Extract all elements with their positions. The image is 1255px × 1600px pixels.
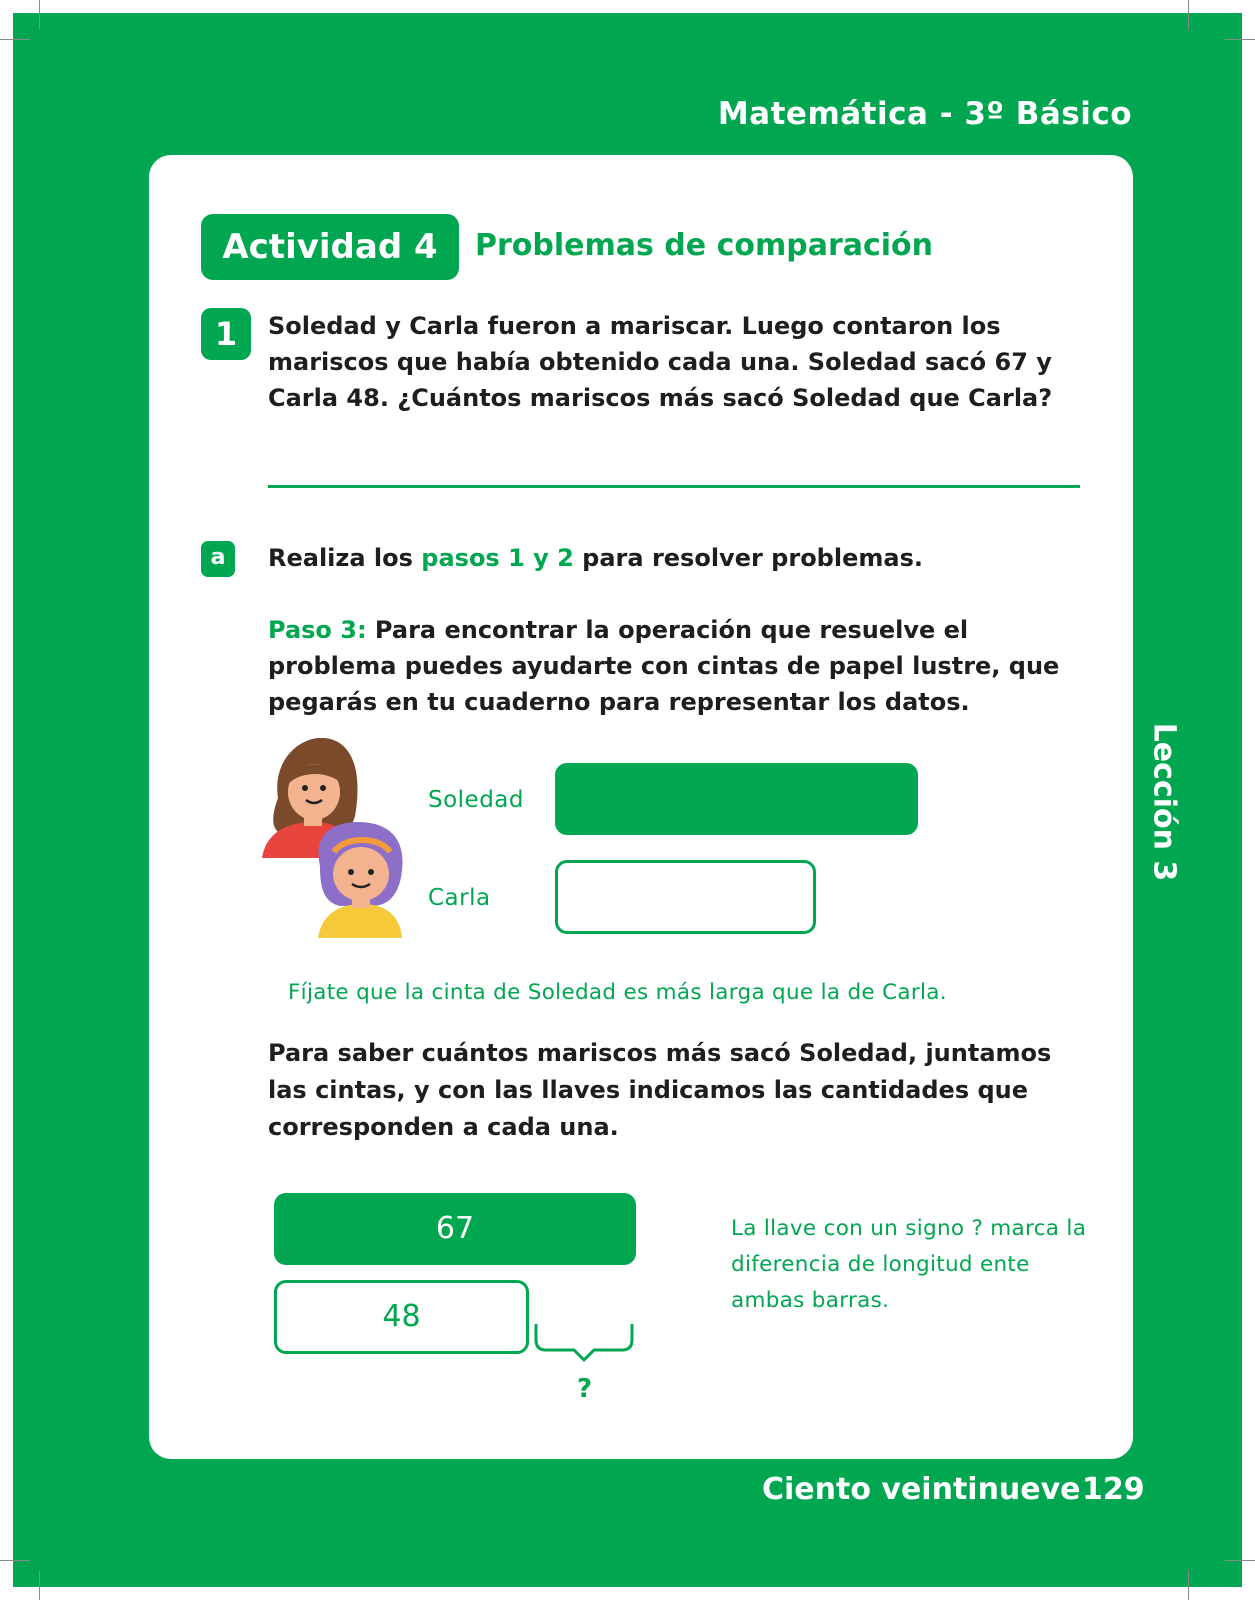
instruction-highlight: pasos 1 y 2	[421, 544, 574, 572]
instruction-text: Realiza los	[268, 544, 422, 572]
lesson-tab-label: Lección 3	[1146, 722, 1182, 882]
girls-illustration	[262, 738, 422, 960]
carla-illustration	[318, 822, 403, 938]
problem-number-badge: 1	[201, 308, 251, 360]
soledad-bar	[555, 763, 918, 835]
crop-mark	[1225, 39, 1255, 40]
part-letter-badge: a	[201, 541, 235, 577]
explanation-paragraph: Para saber cuántos mariscos más sacó Soledad, juntamos las cintas, y con las llaves indicamos las cantidades que corresponden a cada una.	[268, 1039, 1052, 1141]
activity-title: Problemas de comparación	[475, 228, 934, 263]
crop-mark	[0, 39, 30, 40]
crop-mark	[1225, 1560, 1255, 1561]
bottom-bar-value: 48	[382, 1299, 421, 1334]
top-bar-value: 67	[435, 1211, 475, 1246]
page-number: 129	[1082, 1472, 1145, 1507]
step-instruction	[268, 540, 1068, 576]
observation-note: Fíjate que la cinta de Soledad es más larga que la de Carla.	[288, 980, 947, 1005]
top-bar-67	[274, 1193, 636, 1265]
carla-label: Carla	[428, 885, 491, 911]
crop-mark	[0, 1560, 30, 1561]
soledad-label: Soledad	[428, 787, 525, 813]
answer-line[interactable]	[268, 485, 1080, 488]
crop-mark	[39, 1570, 40, 1600]
difference-question-mark: ?	[577, 1374, 593, 1404]
page-number-words: Ciento veintinueve	[762, 1472, 1081, 1507]
bottom-bar-48	[274, 1280, 529, 1354]
lesson-tab	[1134, 722, 1194, 882]
paso3-label: Paso 3:	[268, 616, 367, 644]
subject-header: Matemática - 3º Básico	[717, 96, 1132, 132]
crop-mark	[1188, 0, 1189, 30]
activity-badge: Actividad 4	[201, 214, 459, 280]
crop-mark	[39, 0, 40, 30]
instruction-text-end: para resolver problemas.	[573, 544, 923, 572]
paso3-text: Para encontrar la operación que resuelve el problema puedes ayudarte con cintas de papel lustre, que pegarás en tu cuaderno para representar los datos.	[268, 616, 1060, 716]
difference-brace-icon	[532, 1322, 636, 1366]
paso3-paragraph	[268, 612, 1068, 720]
crop-mark	[1188, 1570, 1189, 1600]
problem-statement: Soledad y Carla fueron a mariscar. Luego contaron los mariscos que había obtenido cada una. Soledad sacó 67 y Carla 48. ¿Cuántos mariscos más sacó Soledad que Carla?	[268, 312, 1053, 412]
brace-side-note: La llave con un signo ? marca la diferencia de longitud ente ambas barras.	[731, 1216, 1087, 1313]
carla-bar	[555, 860, 816, 934]
